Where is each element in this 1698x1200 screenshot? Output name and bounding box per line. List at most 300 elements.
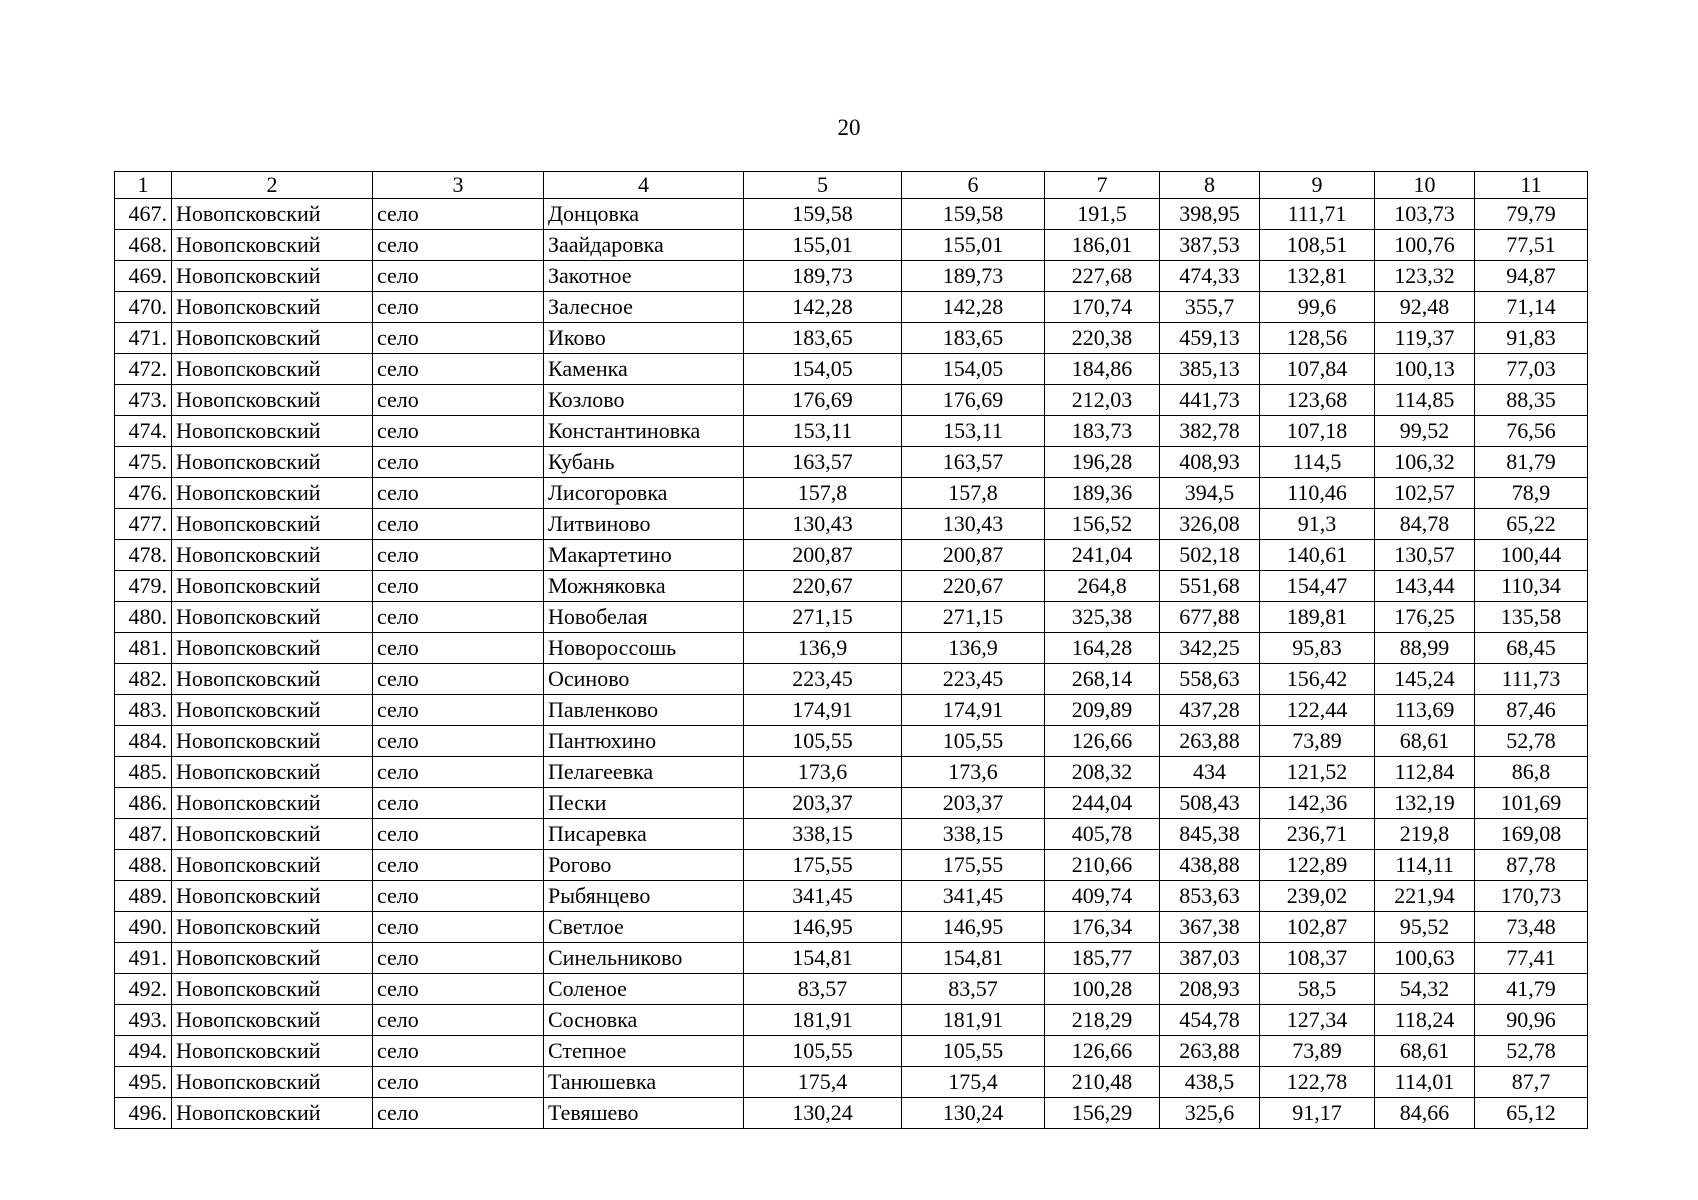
value-cell: 438,88 xyxy=(1160,850,1260,881)
table-row xyxy=(115,881,1588,912)
table-row xyxy=(115,447,1588,478)
row-number-cell: 489. xyxy=(115,881,172,912)
table-row xyxy=(115,292,1588,323)
value-cell: 677,88 xyxy=(1160,602,1260,633)
settlement-type-cell: село xyxy=(373,199,544,230)
settlement-name-cell: Синельниково xyxy=(544,943,744,974)
value-cell: 130,43 xyxy=(744,509,902,540)
value-cell: 408,93 xyxy=(1160,447,1260,478)
value-cell: 268,14 xyxy=(1045,664,1160,695)
settlement-type-cell: село xyxy=(373,726,544,757)
value-cell: 140,61 xyxy=(1260,540,1375,571)
value-cell: 83,57 xyxy=(902,974,1045,1005)
value-cell: 73,48 xyxy=(1475,912,1588,943)
table-body xyxy=(115,199,1588,1129)
row-number-cell: 491. xyxy=(115,943,172,974)
table-row xyxy=(115,1036,1588,1067)
settlement-name-cell: Можняковка xyxy=(544,571,744,602)
value-cell: 86,8 xyxy=(1475,757,1588,788)
settlement-name-cell: Закотное xyxy=(544,261,744,292)
value-cell: 387,53 xyxy=(1160,230,1260,261)
district-cell: Новопсковский xyxy=(172,1098,373,1129)
value-cell: 154,81 xyxy=(744,943,902,974)
value-cell: 108,37 xyxy=(1260,943,1375,974)
value-cell: 71,14 xyxy=(1475,292,1588,323)
table-row xyxy=(115,571,1588,602)
table-header-row xyxy=(115,172,1588,199)
value-cell: 146,95 xyxy=(902,912,1045,943)
settlement-type-cell: село xyxy=(373,478,544,509)
value-cell: 105,55 xyxy=(744,726,902,757)
row-number-cell: 492. xyxy=(115,974,172,1005)
row-number-cell: 485. xyxy=(115,757,172,788)
table-row xyxy=(115,1067,1588,1098)
value-cell: 223,45 xyxy=(744,664,902,695)
settlement-name-cell: Новобелая xyxy=(544,602,744,633)
settlement-type-cell: село xyxy=(373,664,544,695)
value-cell: 338,15 xyxy=(744,819,902,850)
value-cell: 183,73 xyxy=(1045,416,1160,447)
value-cell: 325,6 xyxy=(1160,1098,1260,1129)
value-cell: 114,5 xyxy=(1260,447,1375,478)
district-cell: Новопсковский xyxy=(172,664,373,695)
value-cell: 130,57 xyxy=(1375,540,1475,571)
value-cell: 437,28 xyxy=(1160,695,1260,726)
value-cell: 58,5 xyxy=(1260,974,1375,1005)
value-cell: 163,57 xyxy=(902,447,1045,478)
value-cell: 118,24 xyxy=(1375,1005,1475,1036)
settlement-name-cell: Каменка xyxy=(544,354,744,385)
value-cell: 341,45 xyxy=(902,881,1045,912)
value-cell: 91,17 xyxy=(1260,1098,1375,1129)
district-cell: Новопсковский xyxy=(172,540,373,571)
settlement-name-cell: Писаревка xyxy=(544,819,744,850)
value-cell: 65,12 xyxy=(1475,1098,1588,1129)
value-cell: 244,04 xyxy=(1045,788,1160,819)
value-cell: 221,94 xyxy=(1375,881,1475,912)
settlement-type-cell: село xyxy=(373,1036,544,1067)
value-cell: 175,4 xyxy=(902,1067,1045,1098)
table-row xyxy=(115,1098,1588,1129)
value-cell: 438,5 xyxy=(1160,1067,1260,1098)
settlement-name-cell: Константиновка xyxy=(544,416,744,447)
value-cell: 236,71 xyxy=(1260,819,1375,850)
value-cell: 153,11 xyxy=(744,416,902,447)
value-cell: 110,46 xyxy=(1260,478,1375,509)
value-cell: 41,79 xyxy=(1475,974,1588,1005)
value-cell: 159,58 xyxy=(744,199,902,230)
value-cell: 87,78 xyxy=(1475,850,1588,881)
value-cell: 119,37 xyxy=(1375,323,1475,354)
district-cell: Новопсковский xyxy=(172,230,373,261)
value-cell: 508,43 xyxy=(1160,788,1260,819)
row-number-cell: 487. xyxy=(115,819,172,850)
table-row xyxy=(115,230,1588,261)
value-cell: 111,73 xyxy=(1475,664,1588,695)
value-cell: 107,18 xyxy=(1260,416,1375,447)
value-cell: 100,28 xyxy=(1045,974,1160,1005)
value-cell: 90,96 xyxy=(1475,1005,1588,1036)
settlement-type-cell: село xyxy=(373,261,544,292)
value-cell: 203,37 xyxy=(744,788,902,819)
value-cell: 853,63 xyxy=(1160,881,1260,912)
row-number-cell: 490. xyxy=(115,912,172,943)
value-cell: 87,7 xyxy=(1475,1067,1588,1098)
value-cell: 113,69 xyxy=(1375,695,1475,726)
value-cell: 135,58 xyxy=(1475,602,1588,633)
settlement-type-cell: село xyxy=(373,540,544,571)
value-cell: 210,66 xyxy=(1045,850,1160,881)
settlement-name-cell: Светлое xyxy=(544,912,744,943)
district-cell: Новопсковский xyxy=(172,943,373,974)
value-cell: 394,5 xyxy=(1160,478,1260,509)
district-cell: Новопсковский xyxy=(172,695,373,726)
value-cell: 227,68 xyxy=(1045,261,1160,292)
value-cell: 181,91 xyxy=(744,1005,902,1036)
district-cell: Новопсковский xyxy=(172,1005,373,1036)
settlement-name-cell: Павленково xyxy=(544,695,744,726)
district-cell: Новопсковский xyxy=(172,1067,373,1098)
settlement-type-cell: село xyxy=(373,881,544,912)
value-cell: 200,87 xyxy=(902,540,1045,571)
table-row xyxy=(115,974,1588,1005)
value-cell: 128,56 xyxy=(1260,323,1375,354)
value-cell: 156,52 xyxy=(1045,509,1160,540)
settlement-type-cell: село xyxy=(373,974,544,1005)
table-row xyxy=(115,478,1588,509)
value-cell: 186,01 xyxy=(1045,230,1160,261)
value-cell: 95,83 xyxy=(1260,633,1375,664)
value-cell: 385,13 xyxy=(1160,354,1260,385)
settlement-name-cell: Пантюхино xyxy=(544,726,744,757)
value-cell: 130,24 xyxy=(744,1098,902,1129)
value-cell: 154,81 xyxy=(902,943,1045,974)
column-header: 2 xyxy=(172,172,373,199)
district-cell: Новопсковский xyxy=(172,912,373,943)
table-row xyxy=(115,602,1588,633)
table-row xyxy=(115,633,1588,664)
settlement-name-cell: Рогово xyxy=(544,850,744,881)
row-number-cell: 482. xyxy=(115,664,172,695)
row-number-cell: 493. xyxy=(115,1005,172,1036)
value-cell: 156,29 xyxy=(1045,1098,1160,1129)
district-cell: Новопсковский xyxy=(172,726,373,757)
settlement-name-cell: Пелагеевка xyxy=(544,757,744,788)
value-cell: 208,93 xyxy=(1160,974,1260,1005)
value-cell: 157,8 xyxy=(744,478,902,509)
value-cell: 196,28 xyxy=(1045,447,1160,478)
value-cell: 271,15 xyxy=(744,602,902,633)
value-cell: 122,44 xyxy=(1260,695,1375,726)
value-cell: 99,6 xyxy=(1260,292,1375,323)
value-cell: 99,52 xyxy=(1375,416,1475,447)
value-cell: 454,78 xyxy=(1160,1005,1260,1036)
table-row xyxy=(115,385,1588,416)
value-cell: 398,95 xyxy=(1160,199,1260,230)
value-cell: 241,04 xyxy=(1045,540,1160,571)
value-cell: 155,01 xyxy=(744,230,902,261)
value-cell: 145,24 xyxy=(1375,664,1475,695)
value-cell: 52,78 xyxy=(1475,726,1588,757)
table-row xyxy=(115,354,1588,385)
row-number-cell: 486. xyxy=(115,788,172,819)
value-cell: 107,84 xyxy=(1260,354,1375,385)
district-cell: Новопсковский xyxy=(172,1036,373,1067)
column-header: 9 xyxy=(1260,172,1375,199)
table-row xyxy=(115,323,1588,354)
value-cell: 105,55 xyxy=(902,726,1045,757)
value-cell: 154,05 xyxy=(744,354,902,385)
district-cell: Новопсковский xyxy=(172,385,373,416)
column-header: 3 xyxy=(373,172,544,199)
settlement-name-cell: Залесное xyxy=(544,292,744,323)
value-cell: 341,45 xyxy=(744,881,902,912)
value-cell: 91,83 xyxy=(1475,323,1588,354)
value-cell: 106,32 xyxy=(1375,447,1475,478)
value-cell: 92,48 xyxy=(1375,292,1475,323)
settlement-name-cell: Степное xyxy=(544,1036,744,1067)
row-number-cell: 475. xyxy=(115,447,172,478)
value-cell: 155,01 xyxy=(902,230,1045,261)
value-cell: 176,69 xyxy=(744,385,902,416)
value-cell: 136,9 xyxy=(744,633,902,664)
settlement-type-cell: село xyxy=(373,571,544,602)
value-cell: 87,46 xyxy=(1475,695,1588,726)
district-cell: Новопсковский xyxy=(172,757,373,788)
value-cell: 264,8 xyxy=(1045,571,1160,602)
value-cell: 100,44 xyxy=(1475,540,1588,571)
value-cell: 558,63 xyxy=(1160,664,1260,695)
settlement-type-cell: село xyxy=(373,230,544,261)
value-cell: 142,28 xyxy=(744,292,902,323)
district-cell: Новопсковский xyxy=(172,571,373,602)
value-cell: 84,78 xyxy=(1375,509,1475,540)
value-cell: 239,02 xyxy=(1260,881,1375,912)
value-cell: 173,6 xyxy=(744,757,902,788)
value-cell: 163,57 xyxy=(744,447,902,478)
settlement-type-cell: село xyxy=(373,447,544,478)
value-cell: 102,57 xyxy=(1375,478,1475,509)
value-cell: 130,24 xyxy=(902,1098,1045,1129)
value-cell: 73,89 xyxy=(1260,1036,1375,1067)
value-cell: 502,18 xyxy=(1160,540,1260,571)
row-number-cell: 479. xyxy=(115,571,172,602)
row-number-cell: 470. xyxy=(115,292,172,323)
row-number-cell: 484. xyxy=(115,726,172,757)
value-cell: 189,81 xyxy=(1260,602,1375,633)
value-cell: 103,73 xyxy=(1375,199,1475,230)
value-cell: 210,48 xyxy=(1045,1067,1160,1098)
value-cell: 459,13 xyxy=(1160,323,1260,354)
value-cell: 220,38 xyxy=(1045,323,1160,354)
value-cell: 367,38 xyxy=(1160,912,1260,943)
value-cell: 220,67 xyxy=(902,571,1045,602)
value-cell: 127,34 xyxy=(1260,1005,1375,1036)
table-row xyxy=(115,943,1588,974)
district-cell: Новопсковский xyxy=(172,602,373,633)
table-row xyxy=(115,726,1588,757)
value-cell: 95,52 xyxy=(1375,912,1475,943)
settlement-type-cell: село xyxy=(373,354,544,385)
table-row xyxy=(115,416,1588,447)
settlement-type-cell: село xyxy=(373,757,544,788)
value-cell: 173,6 xyxy=(902,757,1045,788)
value-cell: 176,25 xyxy=(1375,602,1475,633)
settlement-type-cell: село xyxy=(373,695,544,726)
settlement-name-cell: Кубань xyxy=(544,447,744,478)
value-cell: 184,86 xyxy=(1045,354,1160,385)
value-cell: 156,42 xyxy=(1260,664,1375,695)
value-cell: 551,68 xyxy=(1160,571,1260,602)
value-cell: 189,73 xyxy=(744,261,902,292)
row-number-cell: 478. xyxy=(115,540,172,571)
district-cell: Новопсковский xyxy=(172,633,373,664)
value-cell: 325,38 xyxy=(1045,602,1160,633)
row-number-cell: 471. xyxy=(115,323,172,354)
value-cell: 77,41 xyxy=(1475,943,1588,974)
value-cell: 164,28 xyxy=(1045,633,1160,664)
value-cell: 100,76 xyxy=(1375,230,1475,261)
value-cell: 159,58 xyxy=(902,199,1045,230)
settlement-name-cell: Осиново xyxy=(544,664,744,695)
row-number-cell: 477. xyxy=(115,509,172,540)
value-cell: 189,73 xyxy=(902,261,1045,292)
settlement-type-cell: село xyxy=(373,819,544,850)
value-cell: 100,13 xyxy=(1375,354,1475,385)
column-header: 11 xyxy=(1475,172,1588,199)
value-cell: 153,11 xyxy=(902,416,1045,447)
district-cell: Новопсковский xyxy=(172,447,373,478)
settlement-type-cell: село xyxy=(373,416,544,447)
value-cell: 83,57 xyxy=(744,974,902,1005)
column-header: 4 xyxy=(544,172,744,199)
district-cell: Новопсковский xyxy=(172,788,373,819)
value-cell: 263,88 xyxy=(1160,1036,1260,1067)
value-cell: 79,79 xyxy=(1475,199,1588,230)
settlement-name-cell: Новороссошь xyxy=(544,633,744,664)
value-cell: 154,05 xyxy=(902,354,1045,385)
column-header: 5 xyxy=(744,172,902,199)
value-cell: 114,11 xyxy=(1375,850,1475,881)
value-cell: 845,38 xyxy=(1160,819,1260,850)
settlement-name-cell: Лисогоровка xyxy=(544,478,744,509)
value-cell: 81,79 xyxy=(1475,447,1588,478)
value-cell: 130,43 xyxy=(902,509,1045,540)
value-cell: 123,32 xyxy=(1375,261,1475,292)
value-cell: 132,81 xyxy=(1260,261,1375,292)
settlement-type-cell: село xyxy=(373,385,544,416)
value-cell: 175,55 xyxy=(902,850,1045,881)
settlement-name-cell: Танюшевка xyxy=(544,1067,744,1098)
district-cell: Новопсковский xyxy=(172,354,373,385)
value-cell: 409,74 xyxy=(1045,881,1160,912)
row-number-cell: 480. xyxy=(115,602,172,633)
table-row xyxy=(115,757,1588,788)
table-row xyxy=(115,850,1588,881)
row-number-cell: 476. xyxy=(115,478,172,509)
value-cell: 174,91 xyxy=(902,695,1045,726)
value-cell: 105,55 xyxy=(744,1036,902,1067)
value-cell: 114,85 xyxy=(1375,385,1475,416)
value-cell: 203,37 xyxy=(902,788,1045,819)
value-cell: 176,69 xyxy=(902,385,1045,416)
district-cell: Новопсковский xyxy=(172,323,373,354)
column-header: 7 xyxy=(1045,172,1160,199)
value-cell: 76,56 xyxy=(1475,416,1588,447)
settlement-name-cell: Соленое xyxy=(544,974,744,1005)
data-table xyxy=(114,171,1588,1129)
value-cell: 68,61 xyxy=(1375,1036,1475,1067)
value-cell: 77,51 xyxy=(1475,230,1588,261)
table-row xyxy=(115,540,1588,571)
value-cell: 181,91 xyxy=(902,1005,1045,1036)
column-header: 1 xyxy=(115,172,172,199)
value-cell: 122,78 xyxy=(1260,1067,1375,1098)
value-cell: 52,78 xyxy=(1475,1036,1588,1067)
district-cell: Новопсковский xyxy=(172,850,373,881)
value-cell: 68,61 xyxy=(1375,726,1475,757)
district-cell: Новопсковский xyxy=(172,292,373,323)
settlement-type-cell: село xyxy=(373,943,544,974)
value-cell: 185,77 xyxy=(1045,943,1160,974)
value-cell: 143,44 xyxy=(1375,571,1475,602)
value-cell: 263,88 xyxy=(1160,726,1260,757)
row-number-cell: 495. xyxy=(115,1067,172,1098)
value-cell: 100,63 xyxy=(1375,943,1475,974)
table-row xyxy=(115,509,1588,540)
value-cell: 154,47 xyxy=(1260,571,1375,602)
value-cell: 126,66 xyxy=(1045,1036,1160,1067)
row-number-cell: 468. xyxy=(115,230,172,261)
value-cell: 54,32 xyxy=(1375,974,1475,1005)
row-number-cell: 494. xyxy=(115,1036,172,1067)
settlement-type-cell: село xyxy=(373,633,544,664)
value-cell: 183,65 xyxy=(744,323,902,354)
settlement-name-cell: Макартетино xyxy=(544,540,744,571)
table-row xyxy=(115,695,1588,726)
value-cell: 142,28 xyxy=(902,292,1045,323)
value-cell: 219,8 xyxy=(1375,819,1475,850)
value-cell: 405,78 xyxy=(1045,819,1160,850)
row-number-cell: 473. xyxy=(115,385,172,416)
value-cell: 209,89 xyxy=(1045,695,1160,726)
value-cell: 220,67 xyxy=(744,571,902,602)
value-cell: 338,15 xyxy=(902,819,1045,850)
value-cell: 441,73 xyxy=(1160,385,1260,416)
value-cell: 170,74 xyxy=(1045,292,1160,323)
value-cell: 355,7 xyxy=(1160,292,1260,323)
value-cell: 342,25 xyxy=(1160,633,1260,664)
value-cell: 387,03 xyxy=(1160,943,1260,974)
settlement-name-cell: Пески xyxy=(544,788,744,819)
value-cell: 208,32 xyxy=(1045,757,1160,788)
column-header: 8 xyxy=(1160,172,1260,199)
table-row xyxy=(115,788,1588,819)
settlement-type-cell: село xyxy=(373,1098,544,1129)
settlement-name-cell: Тевяшево xyxy=(544,1098,744,1129)
settlement-name-cell: Иково xyxy=(544,323,744,354)
value-cell: 123,68 xyxy=(1260,385,1375,416)
value-cell: 102,87 xyxy=(1260,912,1375,943)
settlement-name-cell: Рыбянцево xyxy=(544,881,744,912)
table-row xyxy=(115,1005,1588,1036)
value-cell: 84,66 xyxy=(1375,1098,1475,1129)
settlement-name-cell: Литвиново xyxy=(544,509,744,540)
settlement-name-cell: Донцовка xyxy=(544,199,744,230)
value-cell: 212,03 xyxy=(1045,385,1160,416)
settlement-name-cell: Козлово xyxy=(544,385,744,416)
value-cell: 176,34 xyxy=(1045,912,1160,943)
